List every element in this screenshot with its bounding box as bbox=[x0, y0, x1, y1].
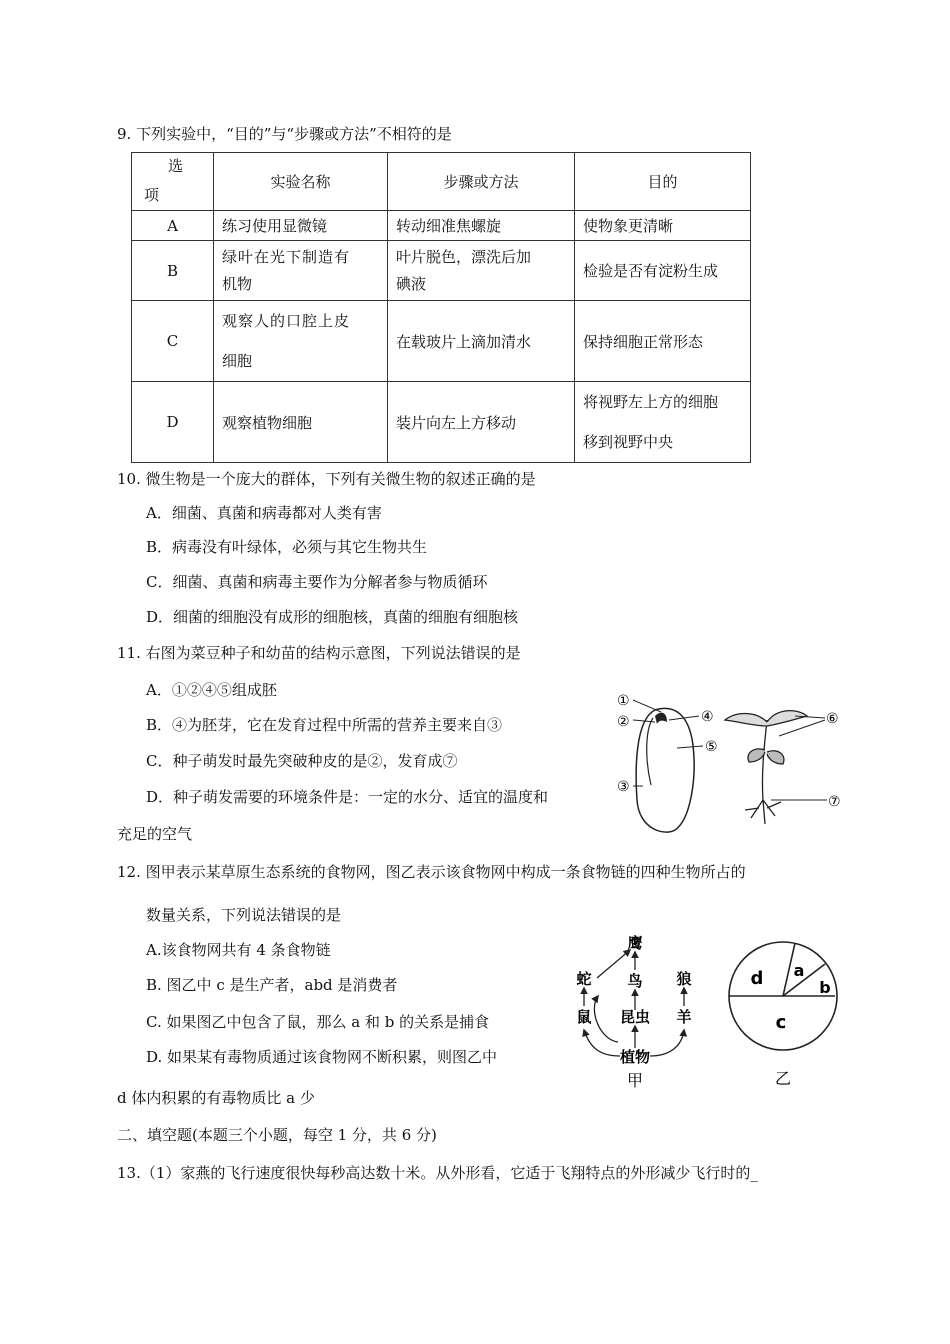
label-6: ⑥ bbox=[826, 711, 839, 727]
header-goal: 目的 bbox=[575, 153, 751, 211]
node-snake: 蛇 bbox=[576, 970, 592, 988]
q10-option-c: C．细菌、真菌和病毒主要作为分解者参与物质循环 bbox=[146, 573, 488, 591]
q12-continuation: d 体内积累的有毒物质比 a 少 bbox=[117, 1089, 315, 1107]
label-2: ② bbox=[617, 714, 630, 730]
q10-option-b: B．病毒没有叶绿体，必须与其它生物共生 bbox=[146, 538, 428, 556]
table-row: B 绿叶在光下制造有 机物 叶片脱色，漂洗后加 碘液 检验是否有淀粉生成 bbox=[132, 241, 751, 301]
seedling-shape bbox=[725, 711, 807, 824]
label-3: ③ bbox=[617, 779, 630, 795]
pie-label-a: a bbox=[793, 961, 805, 980]
node-wolf: 狼 bbox=[676, 970, 692, 988]
header-option: 选 项 bbox=[132, 153, 214, 211]
q11-option-a: A．①②④⑤组成胚 bbox=[146, 681, 277, 699]
header-method: 步骤或方法 bbox=[388, 153, 575, 211]
table-header-row bbox=[132, 153, 751, 211]
food-web-caption: 甲 bbox=[626, 1071, 644, 1090]
q9-table bbox=[131, 152, 751, 463]
seed-coat-shape bbox=[636, 708, 694, 832]
section-2-heading: 二、填空题(本题三个小题，每空 1 分，共 6 分) bbox=[117, 1126, 437, 1144]
label-7: ⑦ bbox=[828, 794, 841, 810]
q13-stem: 13.（1）家燕的飞行速度很快每秒高达数十米。从外形看，它适于飞翔特点的外形减少飞行时的_ bbox=[117, 1164, 758, 1182]
node-mouse: 鼠 bbox=[576, 1008, 592, 1026]
food-web-figure bbox=[560, 930, 710, 1090]
q9-stem: 9. 下列实验中，“目的”与“步骤或方法”不相符的是 bbox=[117, 125, 452, 143]
table-row: D 观察植物细胞 装片向左上方移动 将视野左上方的细胞 移到视野中央 bbox=[132, 382, 751, 463]
radicle-shape bbox=[647, 718, 653, 785]
q10-stem: 10. 微生物是一个庞大的群体，下列有关微生物的叙述正确的是 bbox=[117, 470, 536, 488]
node-sheep: 羊 bbox=[676, 1008, 692, 1026]
q11-option-b: B．④为胚芽，它在发育过程中所需的营养主要来自③ bbox=[146, 716, 503, 734]
label-5: ⑤ bbox=[705, 739, 718, 755]
q12-option-b: B. 图乙中 c 是生产者，abd 是消费者 bbox=[146, 976, 398, 994]
q12-stem-cont: 数量关系，下列说法错误的是 bbox=[146, 906, 342, 924]
node-eagle: 鹰 bbox=[627, 934, 643, 952]
node-bird: 鸟 bbox=[627, 972, 643, 990]
q10-option-d: D．细菌的细胞没有成形的细胞核，真菌的细胞有细胞核 bbox=[146, 608, 519, 626]
label-4: ④ bbox=[701, 709, 714, 725]
pie-figure bbox=[725, 940, 845, 1090]
q12-stem: 12. 图甲表示某草原生态系统的食物网，图乙表示该食物网中构成一条食物链的四种生物所占的 bbox=[117, 863, 746, 881]
header-name: 实验名称 bbox=[214, 153, 388, 211]
q12-option-d: D. 如果某有毒物质通过该食物网不断积累，则图乙中 bbox=[146, 1048, 498, 1066]
pie-label-b: b bbox=[819, 978, 831, 997]
q11-stem: 11. 右图为菜豆种子和幼苗的结构示意图，下列说法错误的是 bbox=[117, 644, 521, 662]
label-1: ① bbox=[617, 693, 630, 709]
node-insect: 昆虫 bbox=[619, 1008, 651, 1026]
q11-option-c: C．种子萌发时最先突破种皮的是②，发育成⑦ bbox=[146, 752, 458, 770]
q11-option-d: D．种子萌发需要的环境条件是：一定的水分、适宜的温度和 bbox=[146, 788, 549, 806]
table-row: A 练习使用显微镜 转动细准焦螺旋 使物象更清晰 bbox=[132, 211, 751, 241]
table-row: C 观察人的口腔上皮 细胞 在载玻片上滴加清水 保持细胞正常形态 bbox=[132, 301, 751, 382]
node-plant: 植物 bbox=[619, 1048, 651, 1066]
q10-option-a: A．细菌、真菌和病毒都对人类有害 bbox=[146, 504, 382, 522]
q12-option-a: A.该食物网共有 4 条食物链 bbox=[146, 941, 331, 959]
q12-option-c: C. 如果图乙中包含了鼠，那么 a 和 b 的关系是捕食 bbox=[146, 1013, 490, 1031]
pie-label-c: c bbox=[775, 1012, 787, 1033]
q11-continuation: 充足的空气 bbox=[117, 825, 193, 843]
pie-caption: 乙 bbox=[774, 1069, 792, 1088]
pie-label-d: d bbox=[750, 968, 764, 989]
plumule-shape bbox=[655, 713, 667, 724]
bean-seed-figure bbox=[615, 690, 850, 840]
